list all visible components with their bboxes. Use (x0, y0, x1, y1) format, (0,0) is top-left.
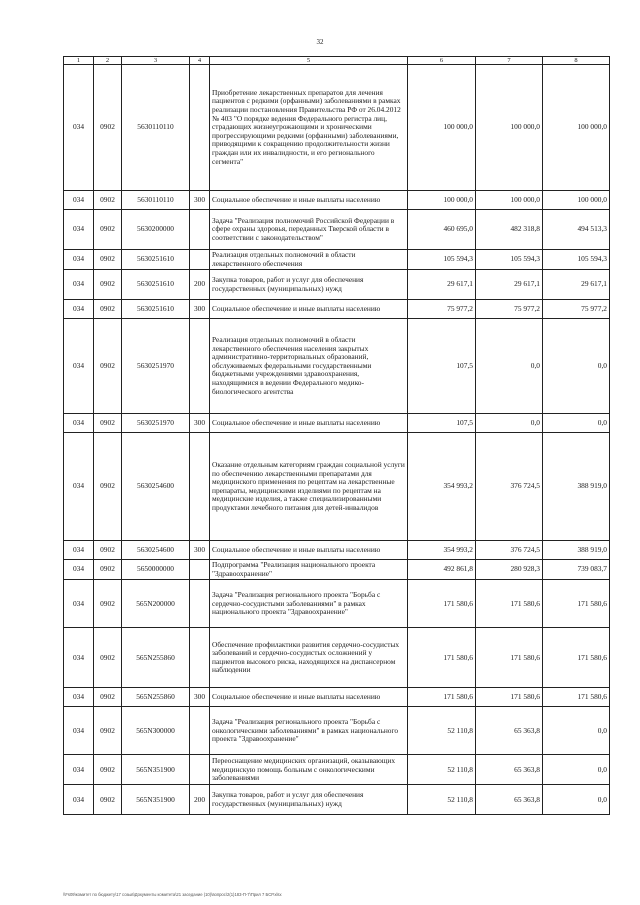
cell-target-code: 5630110110 (122, 191, 190, 210)
cell-amount-year2: 0,0 (476, 319, 543, 414)
cell-amount-year2: 65 363,8 (476, 707, 543, 755)
cell-amount-year1: 52 110,8 (408, 785, 476, 815)
cell-admin-code: 034 (64, 541, 94, 560)
cell-section-code: 0902 (94, 560, 122, 580)
cell-admin-code: 034 (64, 210, 94, 250)
cell-amount-year1: 52 110,8 (408, 755, 476, 785)
cell-description: Закупка товаров, работ и услуг для обеспечения государственных (муниципальных) нужд (210, 785, 408, 815)
cell-section-code: 0902 (94, 541, 122, 560)
cell-admin-code: 034 (64, 707, 94, 755)
table-row (64, 628, 610, 688)
cell-target-code: 565N300000 (122, 707, 190, 755)
table-row (64, 785, 610, 815)
cell-amount-year1: 107,5 (408, 414, 476, 433)
table-row (64, 191, 610, 210)
cell-target-code: 5630251610 (122, 250, 190, 270)
table-row (64, 414, 610, 433)
header-row (64, 57, 610, 65)
cell-expense-type: 200 (190, 270, 210, 300)
cell-description: Реализация отдельных полномочий в области лекарственного обеспечения населения закрытых административно-территориальных образований, обслуживаемых федеральными государственными бюджетными учреждениями здравоохранения, находящимися в ведении Федерального медико-биологического агентства (210, 319, 408, 414)
cell-description: Задача "Реализация регионального проекта "Борьба с онкологическими заболеваниями" в рамках национального проекта "Здравоохранение" (210, 707, 408, 755)
cell-section-code: 0902 (94, 688, 122, 707)
cell-amount-year1: 52 110,8 (408, 707, 476, 755)
cell-amount-year2: 65 363,8 (476, 755, 543, 785)
cell-description: Социальное обеспечение и иные выплаты населению (210, 191, 408, 210)
table-row (64, 433, 610, 541)
table-row (64, 580, 610, 628)
cell-admin-code: 034 (64, 300, 94, 319)
cell-amount-year3: 100 000,0 (543, 65, 610, 191)
cell-section-code: 0902 (94, 270, 122, 300)
cell-amount-year2: 376 724,5 (476, 433, 543, 541)
cell-expense-type (190, 560, 210, 580)
cell-description: Переоснащение медицинских организаций, оказывающих медицинскую помощь больным с онкологическими заболеваниями (210, 755, 408, 785)
cell-target-code: 565N351900 (122, 755, 190, 785)
cell-amount-year3: 29 617,1 (543, 270, 610, 300)
cell-amount-year2: 171 580,6 (476, 688, 543, 707)
cell-target-code: 565N200000 (122, 580, 190, 628)
cell-description: Социальное обеспечение и иные выплаты населению (210, 300, 408, 319)
cell-expense-type: 300 (190, 191, 210, 210)
header-cell: 4 (190, 57, 210, 65)
file-path-footer: \\Fs09\комитет по бюджету\17 созыв\Документы комитета\21 заседание (10)\вопрос\2(1)183-П-7\Прил 7 БСР.xlsx (63, 892, 282, 897)
cell-amount-year3: 171 580,6 (543, 628, 610, 688)
cell-target-code: 565N255860 (122, 628, 190, 688)
cell-amount-year1: 460 695,0 (408, 210, 476, 250)
table-row (64, 300, 610, 319)
cell-amount-year3: 100 000,0 (543, 191, 610, 210)
header-cell: 8 (543, 57, 610, 65)
table-row (64, 319, 610, 414)
cell-amount-year1: 100 000,0 (408, 65, 476, 191)
cell-amount-year3: 0,0 (543, 414, 610, 433)
cell-amount-year1: 29 617,1 (408, 270, 476, 300)
cell-amount-year2: 376 724,5 (476, 541, 543, 560)
cell-admin-code: 034 (64, 270, 94, 300)
budget-table (63, 56, 610, 815)
cell-expense-type: 300 (190, 688, 210, 707)
cell-amount-year1: 105 594,3 (408, 250, 476, 270)
cell-description: Задача "Реализация регионального проекта "Борьба с сердечно-сосудистыми заболеваниями" в рамках национального проекта "Здравоохранение" (210, 580, 408, 628)
cell-expense-type (190, 707, 210, 755)
cell-section-code: 0902 (94, 250, 122, 270)
header-cell: 6 (408, 57, 476, 65)
cell-amount-year1: 100 000,0 (408, 191, 476, 210)
cell-admin-code: 034 (64, 414, 94, 433)
cell-amount-year1: 354 993,2 (408, 541, 476, 560)
cell-expense-type (190, 580, 210, 628)
header-cell: 2 (94, 57, 122, 65)
cell-admin-code: 034 (64, 319, 94, 414)
cell-description: Приобретение лекарственных препаратов для лечения пациентов с редкими (орфанными) заболеваниями в рамках реализации постановления Правительства РФ от 26.04.2012 № 403 "О порядке ведения Федерального регистра лиц, страдающих жизнеугрожающими и хроническими прогрессирующими редкими (орфанными) заболеваниями, приводящими к сокращению продолжительности жизни граждан или их инвалидности, и его регионального сегмента" (210, 65, 408, 191)
header-cell: 5 (210, 57, 408, 65)
cell-amount-year1: 354 993,2 (408, 433, 476, 541)
cell-expense-type (190, 210, 210, 250)
cell-amount-year2: 0,0 (476, 414, 543, 433)
cell-expense-type (190, 433, 210, 541)
cell-target-code: 5630254600 (122, 541, 190, 560)
cell-amount-year2: 75 977,2 (476, 300, 543, 319)
table-row (64, 270, 610, 300)
cell-section-code: 0902 (94, 785, 122, 815)
cell-expense-type (190, 319, 210, 414)
cell-amount-year3: 739 083,7 (543, 560, 610, 580)
cell-amount-year1: 492 861,8 (408, 560, 476, 580)
cell-amount-year2: 100 000,0 (476, 191, 543, 210)
cell-amount-year1: 171 580,6 (408, 580, 476, 628)
cell-admin-code: 034 (64, 755, 94, 785)
cell-target-code: 5650000000 (122, 560, 190, 580)
cell-section-code: 0902 (94, 707, 122, 755)
cell-amount-year2: 482 318,8 (476, 210, 543, 250)
cell-section-code: 0902 (94, 580, 122, 628)
cell-admin-code: 034 (64, 65, 94, 191)
cell-target-code: 5630251610 (122, 300, 190, 319)
cell-section-code: 0902 (94, 191, 122, 210)
table-row (64, 210, 610, 250)
cell-amount-year2: 171 580,6 (476, 628, 543, 688)
cell-amount-year3: 0,0 (543, 707, 610, 755)
cell-amount-year3: 0,0 (543, 319, 610, 414)
cell-description: Закупка товаров, работ и услуг для обеспечения государственных (муниципальных) нужд (210, 270, 408, 300)
cell-amount-year2: 105 594,3 (476, 250, 543, 270)
cell-amount-year2: 280 928,3 (476, 560, 543, 580)
cell-section-code: 0902 (94, 433, 122, 541)
table-row (64, 541, 610, 560)
cell-description: Социальное обеспечение и иные выплаты населению (210, 541, 408, 560)
cell-admin-code: 034 (64, 191, 94, 210)
cell-amount-year3: 171 580,6 (543, 580, 610, 628)
table-row (64, 65, 610, 191)
cell-target-code: 5630251610 (122, 270, 190, 300)
cell-amount-year2: 100 000,0 (476, 65, 543, 191)
cell-amount-year3: 388 919,0 (543, 433, 610, 541)
table-row (64, 560, 610, 580)
cell-amount-year3: 494 513,3 (543, 210, 610, 250)
cell-description: Социальное обеспечение и иные выплаты населению (210, 688, 408, 707)
header-cell: 3 (122, 57, 190, 65)
cell-amount-year2: 65 363,8 (476, 785, 543, 815)
cell-amount-year3: 75 977,2 (543, 300, 610, 319)
cell-amount-year2: 29 617,1 (476, 270, 543, 300)
cell-section-code: 0902 (94, 210, 122, 250)
cell-admin-code: 034 (64, 628, 94, 688)
cell-target-code: 5630251970 (122, 319, 190, 414)
header-cell: 7 (476, 57, 543, 65)
cell-amount-year1: 171 580,6 (408, 688, 476, 707)
cell-target-code: 5630200000 (122, 210, 190, 250)
table-row (64, 755, 610, 785)
cell-amount-year1: 107,5 (408, 319, 476, 414)
cell-description: Подпрограмма "Реализация национального проекта "Здравоохранение" (210, 560, 408, 580)
cell-expense-type (190, 755, 210, 785)
cell-target-code: 565N255860 (122, 688, 190, 707)
cell-expense-type: 300 (190, 541, 210, 560)
cell-target-code: 5630254600 (122, 433, 190, 541)
cell-section-code: 0902 (94, 755, 122, 785)
cell-amount-year3: 171 580,6 (543, 688, 610, 707)
table-row (64, 688, 610, 707)
cell-description: Оказание отдельным категориям граждан социальной услуги по обеспечению лекарственными препаратами для медицинского применения по рецептам на лекарственные препараты, медицинскими изделиями по рецептам на медицинские изделия, а также специализированными продуктами лечебного питания для детей-инвалидов (210, 433, 408, 541)
cell-amount-year3: 105 594,3 (543, 250, 610, 270)
cell-admin-code: 034 (64, 433, 94, 541)
cell-target-code: 565N351900 (122, 785, 190, 815)
cell-section-code: 0902 (94, 65, 122, 191)
cell-section-code: 0902 (94, 300, 122, 319)
cell-amount-year2: 171 580,6 (476, 580, 543, 628)
table-row (64, 707, 610, 755)
cell-description: Социальное обеспечение и иные выплаты населению (210, 414, 408, 433)
cell-description: Обеспечение профилактики развития сердечно-сосудистых заболеваний и сердечно-сосудистых осложнений у пациентов высокого риска, находящихся на диспансерном наблюдении (210, 628, 408, 688)
cell-section-code: 0902 (94, 319, 122, 414)
cell-expense-type: 300 (190, 414, 210, 433)
page-number: 32 (316, 38, 324, 46)
table-row (64, 250, 610, 270)
cell-admin-code: 034 (64, 250, 94, 270)
cell-target-code: 5630251970 (122, 414, 190, 433)
header-cell: 1 (64, 57, 94, 65)
cell-section-code: 0902 (94, 628, 122, 688)
cell-target-code: 5630110110 (122, 65, 190, 191)
cell-expense-type: 300 (190, 300, 210, 319)
cell-admin-code: 034 (64, 580, 94, 628)
cell-expense-type (190, 250, 210, 270)
cell-description: Задача "Реализация полномочий Российской Федерации в сфере охраны здоровья, переданных Тверской области в соответствии с законодательством" (210, 210, 408, 250)
cell-admin-code: 034 (64, 785, 94, 815)
cell-amount-year1: 171 580,6 (408, 628, 476, 688)
cell-expense-type (190, 628, 210, 688)
cell-admin-code: 034 (64, 688, 94, 707)
cell-amount-year3: 0,0 (543, 755, 610, 785)
cell-expense-type (190, 65, 210, 191)
cell-section-code: 0902 (94, 414, 122, 433)
cell-expense-type: 200 (190, 785, 210, 815)
cell-amount-year3: 388 919,0 (543, 541, 610, 560)
cell-amount-year3: 0,0 (543, 785, 610, 815)
cell-description: Реализация отдельных полномочий в области лекарственного обеспечения (210, 250, 408, 270)
cell-admin-code: 034 (64, 560, 94, 580)
cell-amount-year1: 75 977,2 (408, 300, 476, 319)
